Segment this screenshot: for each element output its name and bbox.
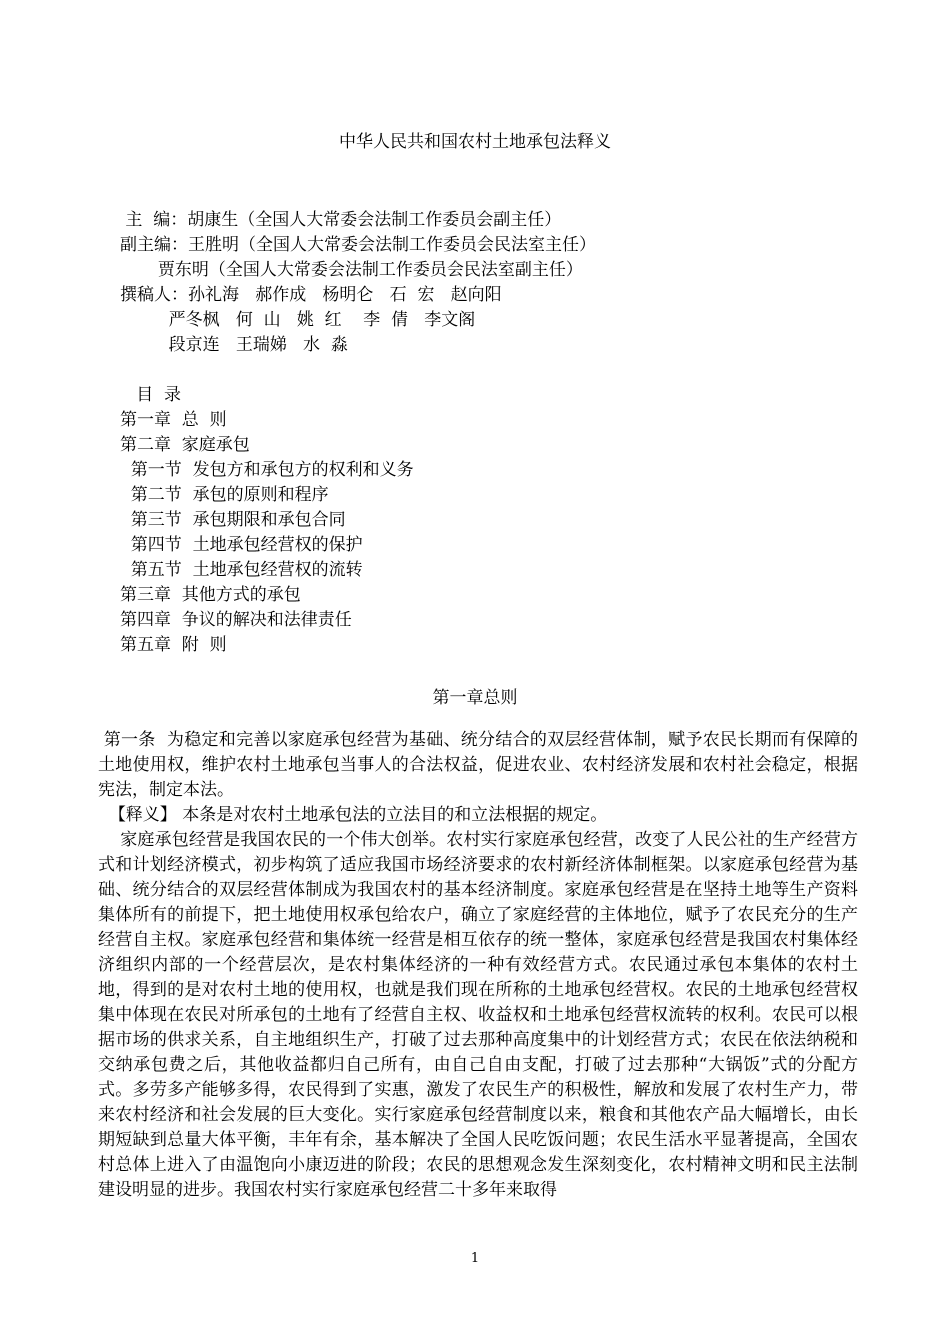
chapter-heading: 第一章总则 xyxy=(432,688,518,708)
toc-item: 第五章 附 则 xyxy=(120,635,227,655)
toc-item: 第二节 承包的原则和程序 xyxy=(120,485,329,505)
credit-line: 主 编：胡康生（全国人大常委会法制工作委员会副主任） xyxy=(120,210,562,230)
toc-item: 第三节 承包期限和承包合同 xyxy=(120,510,346,530)
credit-line: 段京连 王瑞娣 水 淼 xyxy=(120,335,348,355)
toc-item: 第一节 发包方和承包方的权利和义务 xyxy=(120,460,414,480)
document-title: 中华人民共和国农村土地承包法释义 xyxy=(339,132,611,152)
credit-line: 严冬枫 何 山 姚 红 李 倩 李文阁 xyxy=(120,310,476,330)
credit-line: 副主编：王胜明（全国人大常委会法制工作委员会民法室主任） xyxy=(120,235,596,255)
toc-item: 第二章 家庭承包 xyxy=(120,435,250,455)
credit-line: 贾东明（全国人大常委会法制工作委员会民法室副主任） xyxy=(120,260,583,280)
page-number: 1 xyxy=(470,1251,480,1266)
body-paragraph: 家庭承包经营是我国农民的一个伟大创举。农村实行家庭承包经营，改变了人民公社的生产经营方式和计划经济模式，初步构筑了适应我国市场经济要求的农村新经济体制框架。以家庭承包经营为基础、统分结合的双层经营体制成为我国农村的基本经济制度。家庭承包经营是在坚持土地等生产资料集体所有的前提下，把土地使用权承包给农户，确立了家庭经营的主体地位，赋予了农民充分的生产经营自主权。家庭承包经营和集体统一经营是相互依存的统一整体，家庭承包经营是我国农村集体经济组织内部的一个经营层次，是农村集体经济的一种有效经营方式。农民通过承包本集体的农村土地，得到的是对农村土地的使用权，也就是我们现在所称的土地承包经营权。农民的土地承包经营权集中体现在农民对所承包的土地有了经营自主权、收益权和土地承包经营权流转的权利。农民可以根据市场的供求关系，自主地组织生产，打破了过去那种高度集中的计划经营方式；农民在依法纳税和交纳承包费之后，其他收益都归自己所有，由自己自由支配，打破了过去那种“大锅饭”式的分配方式。多劳多产能够多得，农民得到了实惠，激发了农民生产的积极性，解放和发展了农村生产力，带来农村经济和社会发展的巨大变化。实行家庭承包经营制度以来，粮食和其他农产品大幅增长，由长期短缺到总量大体平衡，丰年有余，基本解决了全国人民吃饭问题；农民生活水平显著提高，全国农村总体上进入了由温饱向小康迈进的阶段；农民的思想观念发生深刻变化，农村精神文明和民主法制建设明显的进步。我国农村实行家庭承包经营二十多年来取得 xyxy=(98,830,858,1200)
credit-line: 撰稿人：孙礼海 郝作成 杨明仑 石 宏 赵向阳 xyxy=(120,285,502,305)
toc-heading: 目 录 xyxy=(120,385,182,405)
interpretation-label: 【释义】 本条是对农村土地承包法的立法目的和立法根据的规定。 xyxy=(98,805,608,825)
toc-item: 第五节 土地承包经营权的流转 xyxy=(120,560,363,580)
toc-item: 第四章 争议的解决和法律责任 xyxy=(120,610,352,630)
toc-item: 第四节 土地承包经营权的保护 xyxy=(120,535,363,555)
toc-item: 第一章 总 则 xyxy=(120,410,227,430)
toc-item: 第三章 其他方式的承包 xyxy=(120,585,301,605)
article-paragraph: 第一条 为稳定和完善以家庭承包经营为基础、统分结合的双层经营体制，赋予农民长期而有保障的土地使用权，维护农村土地承包当事人的合法权益，促进农业、农村经济发展和农村社会稳定，根据宪法，制定本法。 xyxy=(98,730,859,800)
